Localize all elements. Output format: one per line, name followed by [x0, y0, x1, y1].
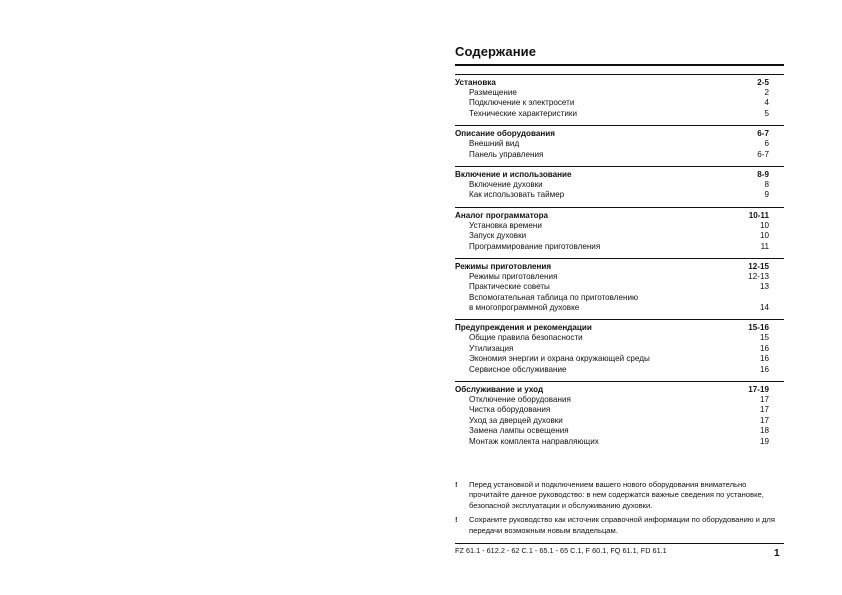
toc-entry	[455, 109, 769, 119]
toc-entry	[455, 354, 769, 364]
toc-entry-page: 14	[759, 303, 769, 313]
toc-entry-page: 10	[759, 231, 769, 241]
toc-section	[455, 384, 769, 447]
toc-entry-label: Включение духовки	[469, 179, 543, 189]
toc-entry-label: Практические советы	[469, 282, 550, 292]
toc-entry	[455, 303, 769, 313]
toc-entry	[455, 272, 769, 282]
toc-entry-page: 8	[764, 179, 769, 189]
toc-section	[455, 261, 769, 314]
toc-section-pages: 15-16	[748, 323, 769, 333]
toc-entry-label: Панель управления	[469, 149, 544, 159]
toc-section-pages: 8-9	[757, 169, 769, 179]
toc-entry	[455, 231, 769, 241]
toc-entry-label: Общие правила безопасности	[469, 333, 583, 343]
toc-entry	[455, 88, 769, 98]
toc-entry	[455, 405, 769, 415]
section-divider	[455, 207, 784, 208]
toc-entry-page: 10	[759, 220, 769, 230]
page-number: 1	[774, 548, 780, 559]
toc-entry	[455, 282, 769, 292]
toc-entry-page: 16	[759, 364, 769, 374]
section-divider	[455, 74, 784, 75]
toc-section-heading	[455, 322, 769, 333]
toc-entry	[455, 98, 769, 108]
toc-section-title: Включение и использование	[455, 169, 572, 179]
note-text: Сохраните руководство как источник справочной информации по оборудованию и для передачи возможным новым владельцам.	[469, 515, 775, 535]
toc-section-title: Предупреждения и рекомендации	[455, 323, 592, 333]
toc-entry-label: Размещение	[469, 87, 517, 97]
toc-entry-page: 13	[759, 282, 769, 292]
page-title: Содержание	[455, 44, 537, 59]
toc-entry-label: Программирование приготовления	[469, 241, 601, 251]
toc-entry	[455, 437, 769, 447]
toc-section-title: Режимы приготовления	[455, 261, 552, 271]
toc-entry	[455, 221, 769, 231]
section-divider	[455, 319, 784, 320]
toc-section-pages: 2-5	[757, 78, 769, 87]
toc-entry-page: 17	[759, 395, 769, 405]
toc-entry	[455, 180, 769, 190]
toc-entry	[455, 333, 769, 343]
section-divider	[455, 258, 784, 259]
toc-section-heading	[455, 210, 769, 221]
toc-section	[455, 128, 769, 160]
notes-block	[455, 480, 785, 540]
toc-entry-page: 6	[764, 139, 769, 149]
toc-section-heading	[455, 261, 769, 272]
toc-section-heading	[455, 77, 769, 88]
section-divider	[455, 125, 784, 126]
toc-entry-label: Подключение к электросети	[469, 98, 575, 108]
section-divider	[455, 166, 784, 167]
note-text: Перед установкой и подключением вашего нового оборудования внимательно прочитайте данное руководство: в нем содержатся важные сведения по установке, безопасной эксплуатации и обслуживанию духовки.	[469, 480, 764, 510]
footer-divider	[455, 543, 784, 544]
title-divider	[455, 64, 784, 66]
toc-section	[455, 169, 769, 201]
section-divider	[455, 381, 784, 382]
model-list: FZ 61.1 - 612.2 - 62 C.1 - 65.1 - 65 C.1, F 60.1, FQ 61.1, FD 61.1	[455, 546, 667, 555]
toc-section	[455, 210, 769, 252]
toc-entry-page: 17	[759, 415, 769, 425]
toc-section-title: Установка	[455, 78, 496, 87]
toc-entry-label: в многопрограммной духовке	[469, 303, 580, 313]
toc-entry	[455, 190, 769, 200]
toc-entry-page: 17	[759, 405, 769, 415]
toc-entry-page: 6-7	[757, 149, 769, 159]
toc-entry-page: 15	[759, 333, 769, 343]
toc-entry-page: 11	[760, 241, 769, 251]
toc-entry-page: 2	[764, 87, 769, 97]
note-mark: !	[455, 480, 458, 489]
toc-entry-label: Отключение оборудования	[469, 395, 571, 405]
toc-section-pages: 10-11	[748, 210, 769, 220]
toc-entry-page: 16	[759, 343, 769, 353]
toc-entry-label: Вспомогательная таблица по приготовлению	[469, 292, 639, 302]
toc-entry-label: Внешний вид	[469, 139, 520, 149]
toc-entry	[455, 293, 769, 303]
toc-entry-label: Сервисное обслуживание	[469, 364, 567, 374]
toc-entry	[455, 365, 769, 375]
table-of-contents	[455, 77, 769, 456]
toc-entry	[455, 139, 769, 149]
toc-entry	[455, 344, 769, 354]
toc-section-title: Описание оборудования	[455, 129, 555, 139]
toc-entry-label: Уход за дверцей духовки	[469, 415, 563, 425]
toc-entry-label: Как использовать таймер	[469, 190, 565, 200]
note-mark: !	[455, 515, 458, 525]
toc-entry	[455, 416, 769, 426]
toc-section-pages: 17-19	[748, 385, 769, 395]
toc-section-title: Аналог программатора	[455, 210, 549, 220]
toc-entry-page: 16	[759, 354, 769, 364]
toc-section	[455, 77, 769, 119]
toc-entry-label: Запуск духовки	[469, 231, 527, 241]
toc-entry-label: Экономия энергии и охрана окружающей среды	[469, 354, 650, 364]
toc-section	[455, 322, 769, 375]
toc-entry-page: 12-13	[748, 271, 769, 281]
toc-section-heading	[455, 128, 769, 139]
toc-section-pages: 6-7	[757, 129, 769, 139]
toc-section-heading	[455, 169, 769, 180]
toc-entry-page: 18	[759, 426, 769, 436]
toc-entry-page: 4	[764, 98, 769, 108]
toc-entry-label: Режимы приготовления	[469, 271, 558, 281]
toc-entry-page: 5	[764, 108, 769, 118]
toc-entry-label: Технические характеристики	[469, 108, 577, 118]
toc-entry-label: Утилизация	[469, 343, 514, 353]
note-1	[455, 480, 785, 511]
note-2	[455, 515, 785, 536]
toc-section-pages: 12-15	[748, 261, 769, 271]
toc-entry-label: Монтаж комплекта направляющих	[469, 436, 599, 446]
toc-entry-page: 9	[764, 190, 769, 200]
toc-entry-label: Установка времени	[469, 220, 542, 230]
toc-entry	[455, 395, 769, 405]
toc-entry-page: 19	[759, 436, 769, 446]
toc-entry-label: Замена лампы освещения	[469, 426, 569, 436]
toc-entry	[455, 150, 769, 160]
toc-entry	[455, 426, 769, 436]
toc-section-title: Обслуживание и уход	[455, 385, 544, 395]
toc-entry	[455, 242, 769, 252]
toc-section-heading	[455, 384, 769, 395]
toc-entry-label: Чистка оборудования	[469, 405, 551, 415]
